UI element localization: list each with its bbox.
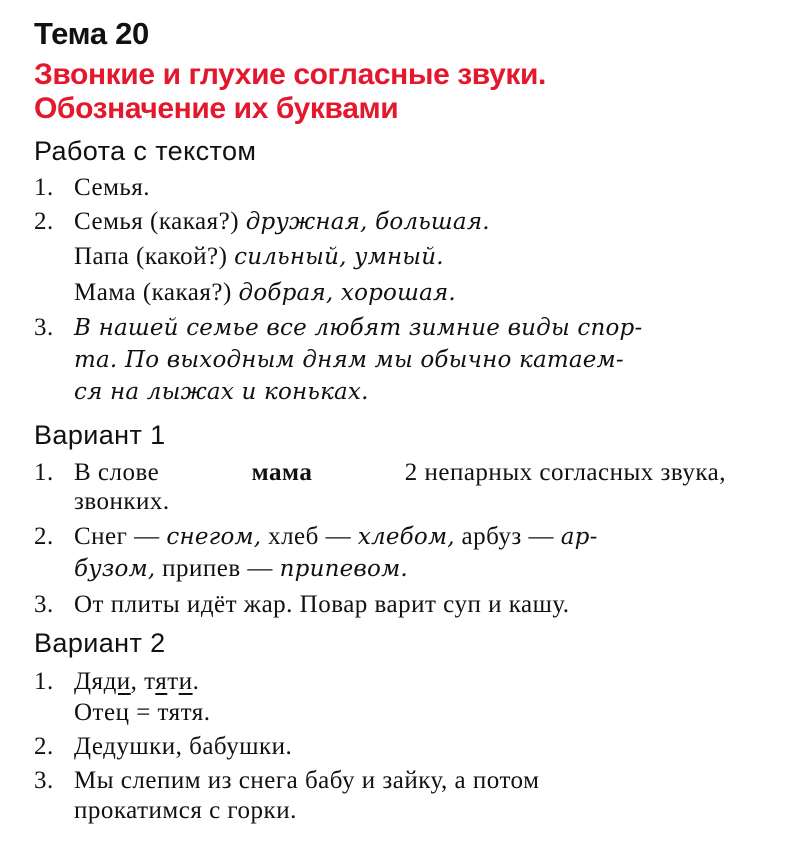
variant2-item-2: [34, 733, 292, 761]
question-mom: Мама (какая?): [74, 279, 232, 306]
item-text-line1: Мы слепим из снега бабу и зайку, а потом: [74, 767, 540, 794]
answer-dad: сильный, умный.: [234, 244, 444, 270]
word-hleb: хлеб: [268, 523, 319, 550]
handwritten-text-line3: ся на лыжах и коньках.: [74, 379, 369, 405]
variant2-item-3-line2: прокатимся с горки.: [74, 797, 297, 824]
variant2-item-1-line1: [34, 668, 199, 696]
section-heading-variant-2: Вариант 2: [34, 628, 166, 658]
word-sneg: Снег: [74, 523, 128, 550]
variant1-item-2-line2: бузом, припев — припевом.: [74, 555, 408, 582]
word-tyati: тяти.: [144, 668, 200, 695]
item-number: 1.: [34, 459, 54, 486]
text-post: 2 непарных согласных звука,: [404, 459, 726, 486]
word-dyadi: Дяди,: [74, 668, 138, 695]
item-text: Дедушки, бабушки.: [74, 733, 293, 760]
variant1-item-1-line2: звонких.: [74, 488, 170, 515]
text-work-item-3-line3: [74, 378, 369, 406]
text-work-item-2-line2: [74, 243, 444, 271]
item-number: 2.: [34, 733, 54, 760]
text-pre: В слове: [74, 459, 160, 486]
section-heading-text-work: Работа с текстом: [34, 136, 257, 166]
item-number: 2.: [34, 523, 54, 550]
topic-title: [34, 58, 774, 126]
handwritten-text-line1: В нашей семье все любят зимние виды спор-: [74, 315, 643, 341]
answer-pripevom: припевом.: [279, 556, 408, 582]
text-work-item-1: [34, 174, 150, 202]
handwritten-text-line2: та. По выходным дням мы обычно катаем-: [74, 347, 624, 373]
item-number: 3.: [34, 314, 54, 341]
word-mama: мама: [251, 459, 313, 486]
item-number: 1.: [34, 668, 54, 695]
text-work-item-2-line1: [34, 208, 490, 236]
answer-snegom: снегом,: [166, 524, 262, 550]
answer-arbuzom-part1: ар-: [560, 524, 598, 550]
text-work-item-3-line1: [34, 314, 642, 342]
word-pripev: припев: [162, 555, 241, 582]
answer-hlebom: хлебом,: [357, 524, 455, 550]
text-work-item-3-line2: [74, 346, 624, 374]
topic-title-line1: Звонкие и глухие согласные звуки.: [34, 58, 546, 91]
item-text: От плиты идёт жар. Повар варит суп и кашу.: [74, 591, 570, 618]
topic-number: Тема 20: [34, 16, 149, 51]
variant1-item-2-line1: 2. Снег — снегом, хлеб — хлебом, арбуз — ар-: [34, 523, 598, 550]
answer-mom: добрая, хорошая.: [238, 280, 456, 306]
text-work-item-2-line3: [74, 279, 456, 307]
section-heading-variant-1: Вариант 1: [34, 420, 166, 450]
item-number: 2.: [34, 208, 54, 235]
item-number: 1.: [34, 174, 54, 201]
word-arbuz: арбуз: [461, 523, 522, 550]
answer-family: дружная, большая.: [245, 209, 490, 235]
variant2-item-1-line2: Отец = тятя.: [74, 699, 211, 726]
item-text: Семья.: [74, 174, 151, 201]
topic-title-line2: Обозначение их буквами: [34, 92, 399, 125]
answer-arbuzom-part2: бузом,: [74, 556, 156, 582]
question-dad: Папа (какой?): [74, 243, 228, 270]
variant1-item-1-line1: [34, 459, 726, 487]
variant1-item-3: [34, 591, 570, 619]
variant2-item-3-line1: [34, 767, 726, 795]
question-family: Семья (какая?): [74, 208, 240, 235]
item-number: 3.: [34, 767, 54, 794]
item-number: 3.: [34, 591, 54, 618]
